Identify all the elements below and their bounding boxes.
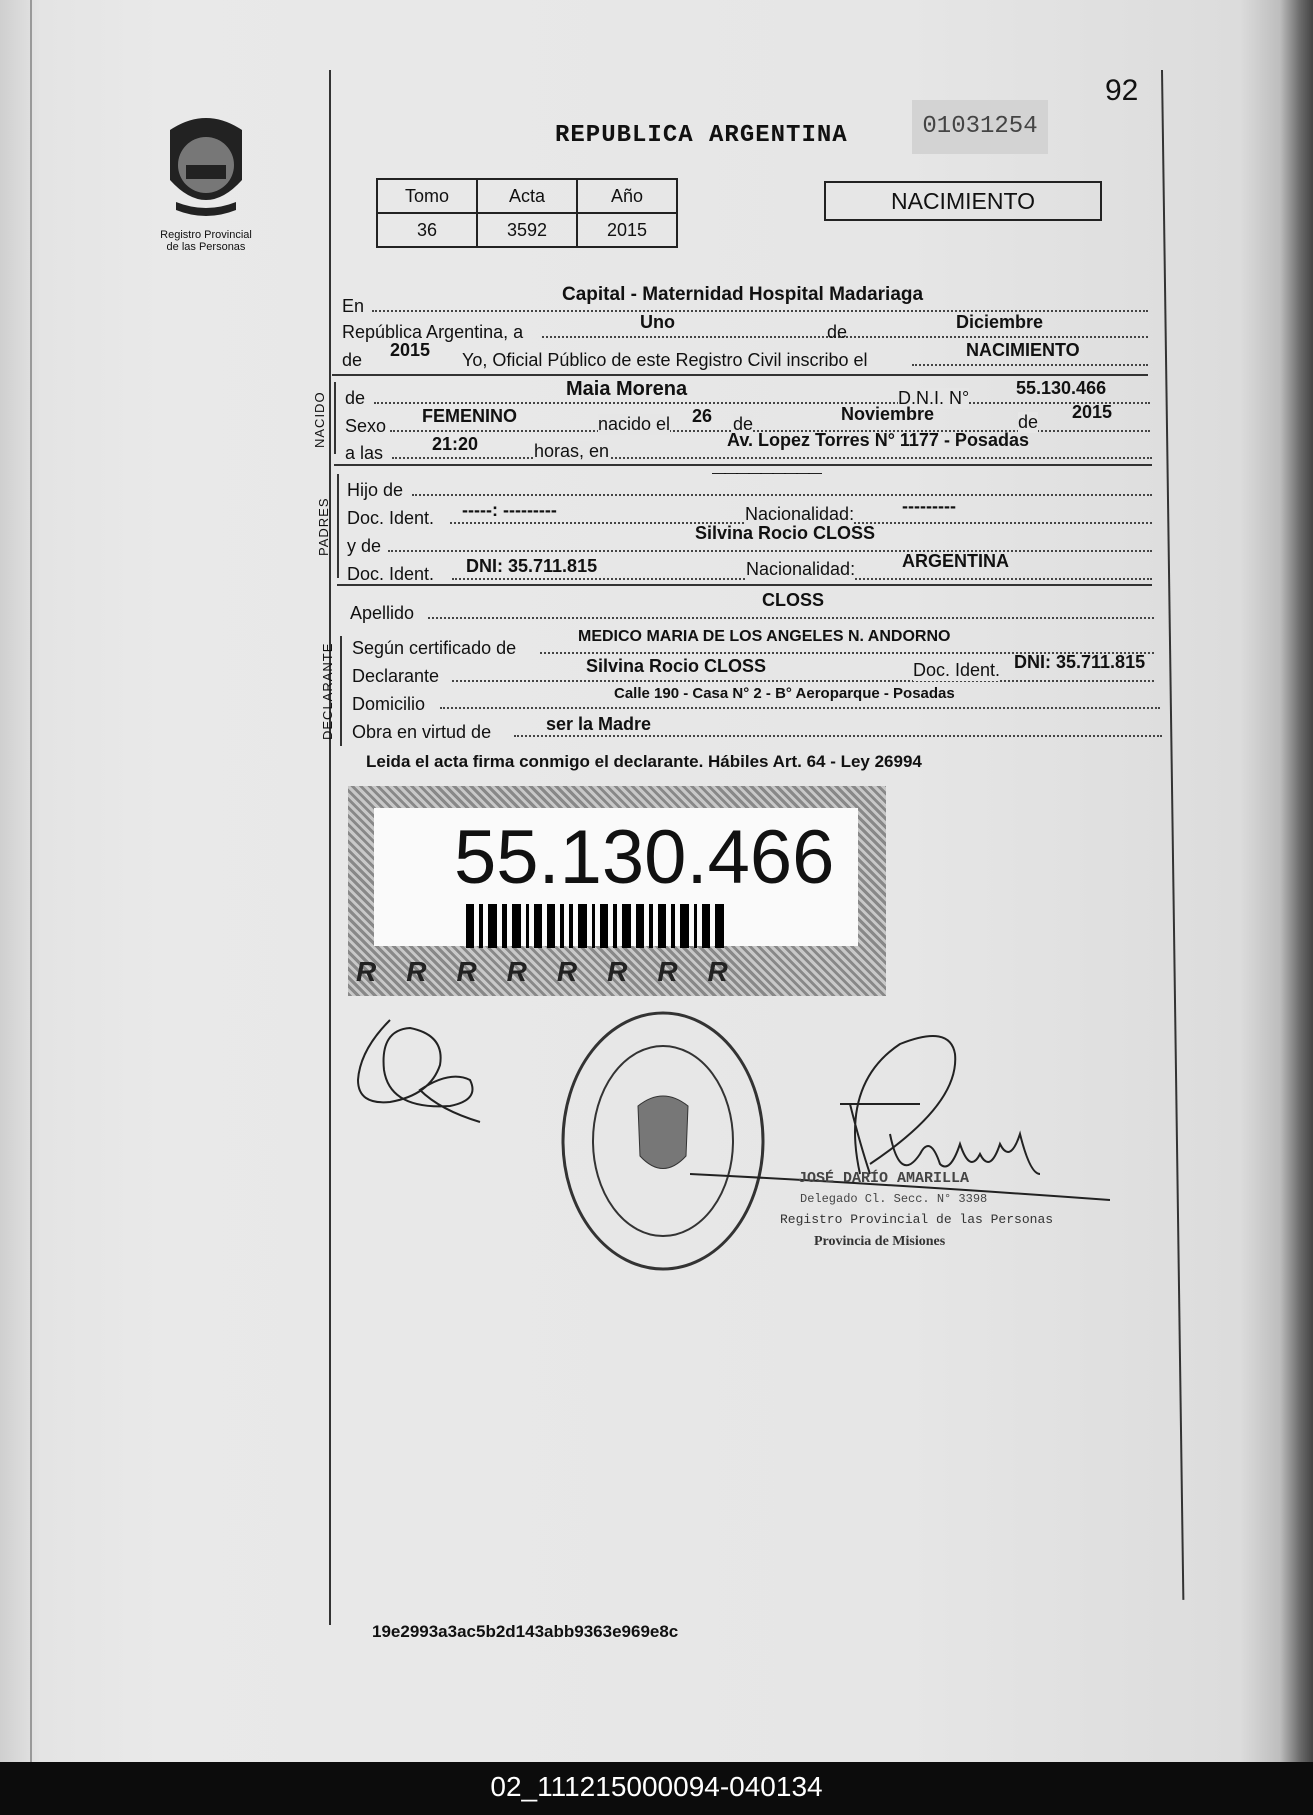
- padres-bracket: [337, 474, 339, 578]
- label-nacionalidad-1: Nacionalidad:: [745, 504, 855, 524]
- ano-value: 2015: [577, 213, 677, 247]
- label-obra: Obra en virtud de: [352, 722, 492, 742]
- dotline-oficial: [912, 364, 1148, 366]
- province-logo: [150, 110, 262, 260]
- dotline-y-de: [388, 550, 1152, 552]
- value-dia-nac: 26: [692, 406, 713, 426]
- label-doc-ident-2: Doc. Ident.: [347, 564, 435, 584]
- officer-role: Delegado Cl. Secc. N° 3398: [800, 1192, 988, 1206]
- divider-1: [332, 374, 1148, 376]
- divider-3: [337, 584, 1152, 586]
- label-declarante: Declarante: [352, 666, 440, 686]
- value-domicilio: Calle 190 - Casa N° 2 - B° Aeroparque - Posadas: [614, 685, 955, 702]
- right-margin-line: [1161, 70, 1184, 1600]
- nacido-bracket: [334, 382, 336, 454]
- label-apellido: Apellido: [350, 603, 415, 623]
- value-sexo: FEMENINO: [422, 406, 518, 426]
- value-madre-doc: DNI: 35.711.815: [466, 556, 598, 576]
- value-certificado: MEDICO MARIA DE LOS ANGELES N. ANDORNO: [578, 628, 951, 645]
- acta-header: Acta: [477, 179, 577, 213]
- label-doc-ident-1: Doc. Ident.: [347, 508, 435, 528]
- page-number: 92: [1105, 74, 1139, 107]
- record-type-box: NACIMIENTO: [824, 181, 1102, 221]
- dotline-domicilio: [440, 707, 1160, 709]
- officer-province: Provincia de Misiones: [814, 1234, 946, 1249]
- officer-org: Registro Provincial de las Personas: [780, 1212, 1054, 1227]
- dotline-nombre: [374, 402, 1150, 404]
- security-strip: RRRRRRRR: [356, 956, 758, 987]
- value-acto: NACIMIENTO: [966, 340, 1080, 360]
- label-a-las: a las: [345, 443, 384, 463]
- logo-caption-1: Registro Provincial: [160, 229, 252, 241]
- tomo-value: 36: [377, 213, 477, 247]
- left-margin-line: [329, 70, 331, 1625]
- ano-header: Año: [577, 179, 677, 213]
- label-de-b: de: [1018, 412, 1039, 432]
- barcode-label: [374, 808, 858, 946]
- section-label-declarante: DECLARANTE: [320, 642, 335, 740]
- closing-statement: Leida el acta firma conmigo el declarante. Hábiles Art. 64 - Ley 26994: [366, 752, 922, 771]
- value-lugar: Capital - Maternidad Hospital Madariaga: [562, 284, 924, 305]
- label-horas-en: horas, en: [534, 441, 610, 461]
- dotline-hora: [392, 457, 1152, 459]
- label-hijo-de: Hijo de: [347, 480, 404, 500]
- label-segun: Según certificado de: [352, 638, 517, 658]
- value-madre: Silvina Rocio CLOSS: [695, 523, 876, 543]
- dotline-apellido: [428, 617, 1154, 619]
- label-sexo: Sexo: [345, 416, 387, 436]
- value-padre: —————————: [712, 464, 820, 480]
- logo-caption-2: de las Personas: [166, 241, 246, 253]
- label-dni: D.N.I. N°: [898, 388, 970, 408]
- label-oficial: Yo, Oficial Público de este Registro Civil inscribo el: [462, 350, 868, 370]
- label-nacido-el: nacido el: [598, 414, 671, 434]
- value-padre-doc: -----: ---------: [462, 500, 557, 520]
- tomo-header: Tomo: [377, 179, 477, 213]
- label-y-de: y de: [347, 536, 382, 556]
- value-anio-nac: 2015: [1072, 402, 1113, 422]
- value-padre-nac: ---------: [902, 496, 956, 516]
- footer-code: 02_111215000094-040134: [0, 1762, 1313, 1815]
- barcode-bars: [466, 904, 796, 948]
- label-de-conj: de: [827, 322, 848, 342]
- officer-name: JOSÉ DARÍO AMARILLA: [798, 1170, 970, 1187]
- value-nombre: Maia Morena: [566, 378, 688, 400]
- value-dni: 55.130.466: [1016, 378, 1107, 398]
- label-de-name: de: [345, 388, 366, 408]
- section-label-padres: PADRES: [316, 497, 331, 556]
- value-apellido: CLOSS: [762, 590, 825, 610]
- label-republica: República Argentina, a: [342, 322, 524, 342]
- value-madre-nac: ARGENTINA: [902, 551, 1009, 571]
- value-declarante: Silvina Rocio CLOSS: [586, 656, 767, 676]
- value-hora: 21:20: [432, 434, 479, 454]
- value-mes-nac: Noviembre: [841, 404, 935, 424]
- coat-of-arms-icon: [150, 110, 262, 222]
- acta-value: 3592: [477, 213, 577, 247]
- value-mes-inscripcion: Diciembre: [956, 312, 1044, 332]
- label-en: En: [342, 296, 365, 316]
- label-doc-ident-3: Doc. Ident.: [913, 660, 1001, 680]
- serial-number: 01031254: [912, 100, 1048, 154]
- tomo-acta-ano-table: [376, 178, 678, 248]
- value-dia-inscripcion: Uno: [640, 312, 675, 332]
- dotline-obra: [514, 735, 1162, 737]
- section-label-nacido: NACIDO: [312, 391, 327, 448]
- value-declarante-doc: DNI: 35.711.815: [1014, 652, 1146, 672]
- label-domicilio: Domicilio: [352, 694, 426, 714]
- paper-edge: [30, 0, 32, 1762]
- document-hash: 19e2993a3ac5b2d143abb9363e969e8c: [372, 1622, 679, 1641]
- label-nacionalidad-2: Nacionalidad:: [746, 559, 856, 579]
- value-anio-inscripcion: 2015: [390, 340, 431, 360]
- value-lugar-nac: Av. Lopez Torres N° 1177 - Posadas: [727, 430, 1029, 450]
- declarant-signature-icon: [350, 1010, 490, 1130]
- barcode-number: 55.130.466: [454, 815, 835, 900]
- value-obra: ser la Madre: [546, 714, 652, 734]
- dotline-hijo-de: [412, 494, 1152, 496]
- label-de-prefix: de: [342, 350, 363, 370]
- label-de-a: de: [733, 414, 754, 434]
- dotline-declarante: [452, 680, 1154, 682]
- document-title: REPUBLICA ARGENTINA: [555, 122, 848, 149]
- declarante-bracket: [340, 636, 342, 746]
- barcode-sticker: [348, 786, 886, 996]
